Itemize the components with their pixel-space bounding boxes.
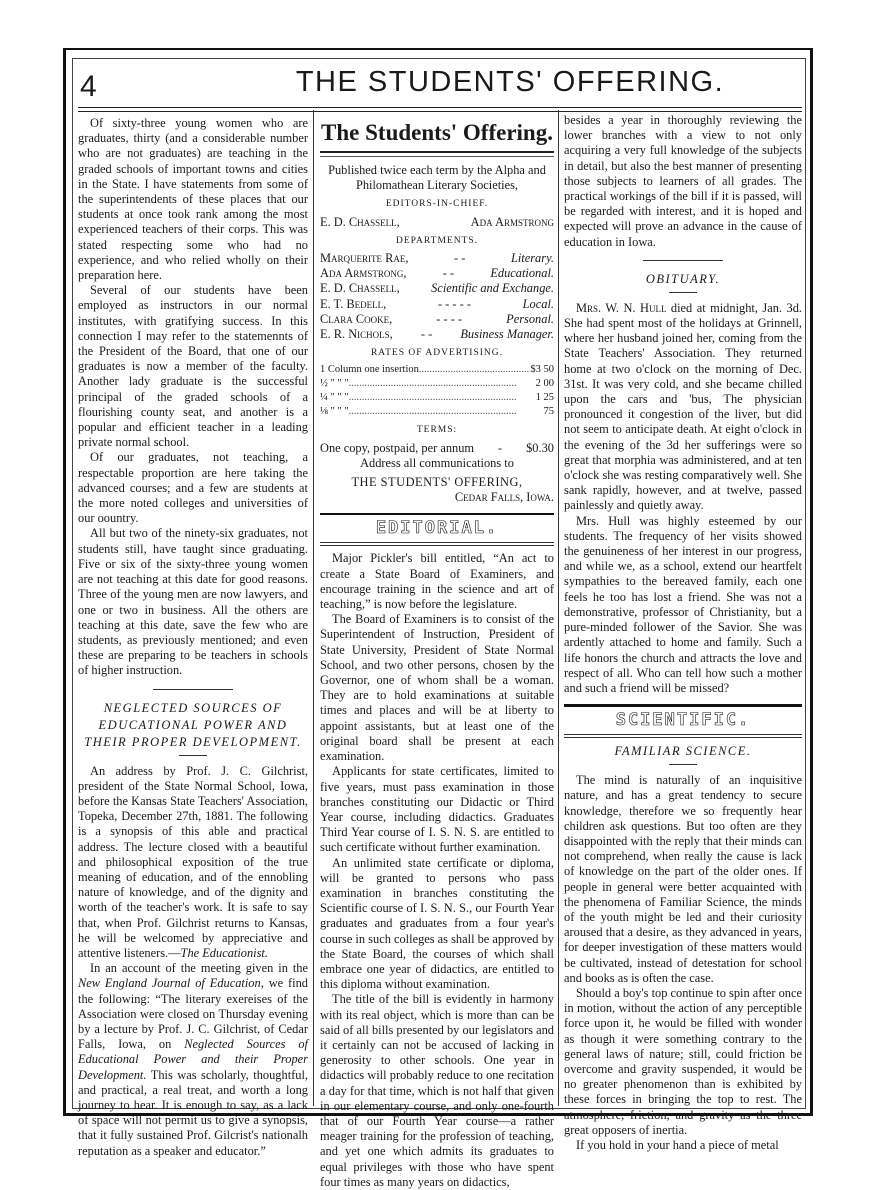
paragraph: If you hold in your hand a piece of metal [576, 1137, 779, 1152]
dashes: - - - - [436, 311, 463, 326]
title-rule [669, 764, 697, 765]
staff-name: Marquerite Rae, [320, 251, 409, 266]
column-1 [78, 116, 308, 1159]
rate-label: ½ " " " [320, 378, 349, 390]
rate-label: ¼ " " " [320, 392, 349, 404]
paragraph [564, 301, 802, 514]
paragraph: Applicants for state certificates, limited to five years, must pass examination in those branches constituting our Didactic or Third Year course, including didactics. Graduates Third Year course of I. S. N. S. are entitled to such certificate without further examination. [320, 764, 554, 855]
text: In an account of the meeting given in the [90, 961, 308, 976]
text: This was scholarly, thoughtful, and practical, a real treat, and worth a long journey to hear. It is enough to say, as a lack of space will not permit us to give a synopsis, that it fully sustained Prof. Gilcrist's nationalh reputation as a speaker and educator.” [78, 1067, 308, 1158]
column-divider [313, 110, 314, 1106]
dashes: - - [442, 266, 455, 281]
column-2 [320, 116, 554, 1190]
paragraph: Of sixty-three young women who are graduates, thirty (and a considerable number who are not graduates) are teaching in the graded schools of important towns and cities in the State. I have statements from some of the superintendents of these places that our students at once took rank among the most experienced teachers of their corps. This was stated respecting some who had no experience, and who relied wholly on their preparation here. [78, 116, 308, 283]
rate-row [320, 363, 554, 377]
rate-amount: 75 [543, 406, 554, 418]
paragraph: The title of the bill is evidently in harmony with its real object, which is more than can be said of all bills presented by our legislators and it certainly can not be accused of lacking in generosity to other schools. One year in didactics will probably reduce to one recitation a day for that time, which is not half that given in our elementary course, and only one-fourth that of our Fourth Year course—a rather meager training for the profession of teaching, and yet one which admits its graduates to equal privileges with those who have spent four times as many years on didactics, [320, 992, 554, 1189]
dash: - [498, 440, 503, 455]
rate-amount: 2 00 [535, 378, 554, 390]
paragraph: Major Pickler's bill entitled, “An act to create a State Board of Examiners, and encourage training in the science and art of teaching,” is now before the legislature. [320, 551, 554, 612]
department: Local. [522, 296, 554, 311]
title-rule [669, 292, 697, 293]
paragraph: The mind is naturally of an inquisitive nature, and has a great tendency to secure knowledge, therefore we so frequently hear children ask questions. But too often are they disappointed with the reply that their minds can not comprehend, when really the cause is lack of knowledge on the part of the older ones. If people in general were better acquainted with the phenomena of Familiar Science, the minds of the youth might be led and their curiosity aroused that a desire, as they advanced in years, for deeper investigation of these matters would be cultivated, instead of detestation for school and books as is often the case. [564, 773, 802, 985]
deceased-name: Mrs. W. N. Hull [576, 300, 667, 315]
paragraph [78, 961, 308, 1159]
dashes: - - [420, 327, 433, 342]
editorial-banner-box [320, 513, 554, 543]
journal-name: New England Journal of Education [78, 976, 261, 991]
page-number: 4 [80, 70, 97, 103]
department-row [320, 251, 554, 266]
department-row [320, 312, 554, 327]
department-row [320, 266, 554, 281]
departments-label: DEPARTMENTS. [395, 235, 479, 246]
leader-dots [419, 363, 531, 377]
lecture-title: Neglected Sources of Educational Power and their Proper Development. [78, 1037, 309, 1082]
address-name: THE STUDENTS' OFFERING, [351, 475, 523, 490]
editor-name: E. D. Chassell, [320, 214, 400, 229]
paragraph: Mrs. Hull was highly esteemed by our students. The frequency of her visits showed the genuineness of her interest in our progress, and while we, as a school, extend our heartfelt sympathies to the bereaved family, each one feels he too has lost a friend. She was not a demonstrative, professor of Christianity, but a pure-minded follower of the Savior. She was ardently attached to home and family. Such a life honors the church and attracts the love and respect of all. Who can tell how such a mother and such a friend will be missed? [564, 513, 802, 695]
column-divider [558, 110, 559, 1106]
column-3 [564, 113, 802, 1153]
staff-name: E. D. Chassell, [320, 281, 400, 296]
terms-price: $0.30 [526, 440, 554, 455]
running-title: THE STUDENTS' OFFERING. [295, 66, 725, 98]
department: Scientific and Exchange. [431, 281, 554, 296]
staff-name: Clara Cooke, [320, 311, 393, 326]
department: Literary. [510, 251, 554, 266]
rate-label: ⅛ " " " [320, 406, 349, 418]
rates-label: RATES OF ADVERTISING. [370, 348, 504, 359]
terms-text: One copy, postpaid, per annum [320, 440, 475, 455]
scientific-banner-box [564, 704, 802, 735]
science-title: FAMILIAR SCIENCE. [614, 744, 752, 759]
leader-dots [349, 405, 544, 419]
staff-name: Ada Armstrong, [320, 266, 407, 281]
section-rule [153, 689, 233, 690]
paragraph: Several of our students have been employed as instructors in our normal institutes, with gratifying success. In this connection I may refer to the statemennts of the President of the Board, that one of our graduates is now a member of the faculty. Another lady graduate is the successful principal of the graded schools of a flourishing county seat, and another is a popular and efficient teacher in a leading private normal school. [78, 283, 308, 450]
source-citation: The Educationist. [180, 945, 268, 960]
editors-row [320, 215, 554, 230]
header-rule [78, 107, 802, 112]
department: Educational. [490, 266, 554, 281]
terms-row [320, 441, 554, 456]
staff-name: E. T. Bedell, [320, 296, 387, 311]
article-title: NEGLECTED SOURCES OF EDUCATIONAL POWER AND THEIR PROPER DEVELOPMENT. [84, 700, 302, 749]
paragraph: The Board of Examiners is to consist of the Superintendent of Instruction, President of State University, President of State Normal School, and two other persons, chosen by the Governor, one of whom shall be a woman. They are to hold examinations at suitable times and places and will be at liberty to appoint assistants, but at least one of the original board shall be present at each examination. [320, 612, 554, 764]
editorial-banner: EDITORIAL. [375, 518, 499, 539]
paragraph: Should a boy's top continue to spin after once in motion, without the action of any perceptible force upon it, he would be filled with wonder as though it were something contrary to the general laws of nature; still, could friction be overcome and gravity suspended, it would be no greater phenomenon than is exhibited by these forces in bringing the top to rest. The atmosphere, friction, and gravity as the three great opposers of inertia. [564, 985, 802, 1137]
text: , we find the following: “The literary exereises of the Association were closed on Thursday evening by a lecture by Prof. J. C. Gilchrist, of Cedar Falls, Iowa, on [78, 976, 308, 1052]
address-city: Cedar Falls, Iowa. [454, 490, 554, 505]
section-rule [643, 260, 723, 261]
address-line: Address all communications to [360, 455, 514, 470]
editors-label: EDITORS-IN-CHIEF. [385, 199, 489, 210]
paragraph [78, 764, 308, 962]
obituary-title: OBITUARY. [645, 271, 721, 286]
rate-row [320, 377, 554, 391]
editor-name: Ada Armstrong [470, 214, 554, 229]
dashes: - - [454, 251, 466, 266]
text: died at midnight, Jan. 3d. She had spent most of the holidays at Grinnell, where her husband joined her, coming from the State Teachers' Association. They returned home at two o'clock on the morning of Dec. 31st. It was very cold, and she became chilled upon the cars and 'bus, The physician pronounced it congestion of the liver, but did not seem to anticipate death. At eight o'clock in the evening of the 3d her sufferings were so great that morphia was administered, and at ten o'clock she was resting comparatively well. She sank rapidly, however, and at twelve, passed painlessly and quietly away. [564, 300, 802, 513]
terms-label: TERMS: [416, 425, 458, 436]
paragraph: All but two of the ninety-six graduates, not students still, have taught since graduating. Five or six of the sixty-three young women are not teaching at this date for good reasons. Three of the young men are now lawyers, and one or two in business. All the others are teaching at this date, save the few who are students, as previously mentioned; and even these are preparing to be teachers in schools of higher instruction. [78, 526, 308, 678]
rate-row [320, 391, 554, 405]
department-row [320, 281, 554, 296]
rate-row [320, 405, 554, 419]
rate-amount: $3 50 [530, 364, 554, 376]
department-row [320, 327, 554, 342]
masthead-title: The Students' Offering. [321, 120, 553, 145]
leader-dots [349, 377, 536, 391]
paragraph: An unlimited state certificate or diploma, will be granted to persons who pass examination in branches constituting the Scientific course of I. S. N. S., our Fourth Year graduates and graduates from a four year's course in such colleges as shall be approved by the State Board, the courses of which shall embrace one year of didactics, are entitled to this diploma without examination. [320, 855, 554, 992]
publisher-note: Published twice each term by the Alpha and Philomathean Literary Societies, [328, 163, 546, 193]
text: An address by Prof. J. C. Gilchrist, president of the State Normal School, Iowa, before the Kansas State Teachers' Association, Topeka, December 27th, 1881. The following is a synopsis of this able and practical address. The lecture closed with a beautiful and philosophical exposition of the true meaning of education, and of the ennobling nature of knowledge, and of the dignity and worth of the teacher's work. It is safe to say that, when Prof. Gilchrist returns to Kansas, he will be welcomed by appreciative and attentive listeners.— [78, 763, 308, 960]
department: Business Manager. [460, 327, 554, 342]
leader-dots [349, 391, 536, 405]
rate-amount: 1 25 [535, 392, 554, 404]
title-rule [179, 755, 207, 756]
paragraph: besides a year in thoroughly reviewing the lower branches with a view to not only acquiring a very full knowledge of the subjects in detail, but also the best manner of presenting those subjects to learners of all grades. The practical workings of the bill if it is passed, will be regarded with interest, and it is hoped and expected will prove an advance in the cause of education in Iowa. [564, 113, 802, 249]
masthead-rule [320, 151, 554, 157]
department-row [320, 297, 554, 312]
scientific-banner: SCIENTIFIC. [615, 710, 751, 731]
dashes: - - - - - [437, 296, 471, 311]
staff-name: E. R. Nichols, [320, 327, 393, 342]
rate-label: 1 Column one insertion [320, 364, 419, 376]
department: Personal. [506, 311, 554, 326]
paragraph: Of our graduates, not teaching, a respectable proportion are here taking the advanced courses; and a few are students at the more noted colleges and universities of our oountry. [78, 450, 308, 526]
